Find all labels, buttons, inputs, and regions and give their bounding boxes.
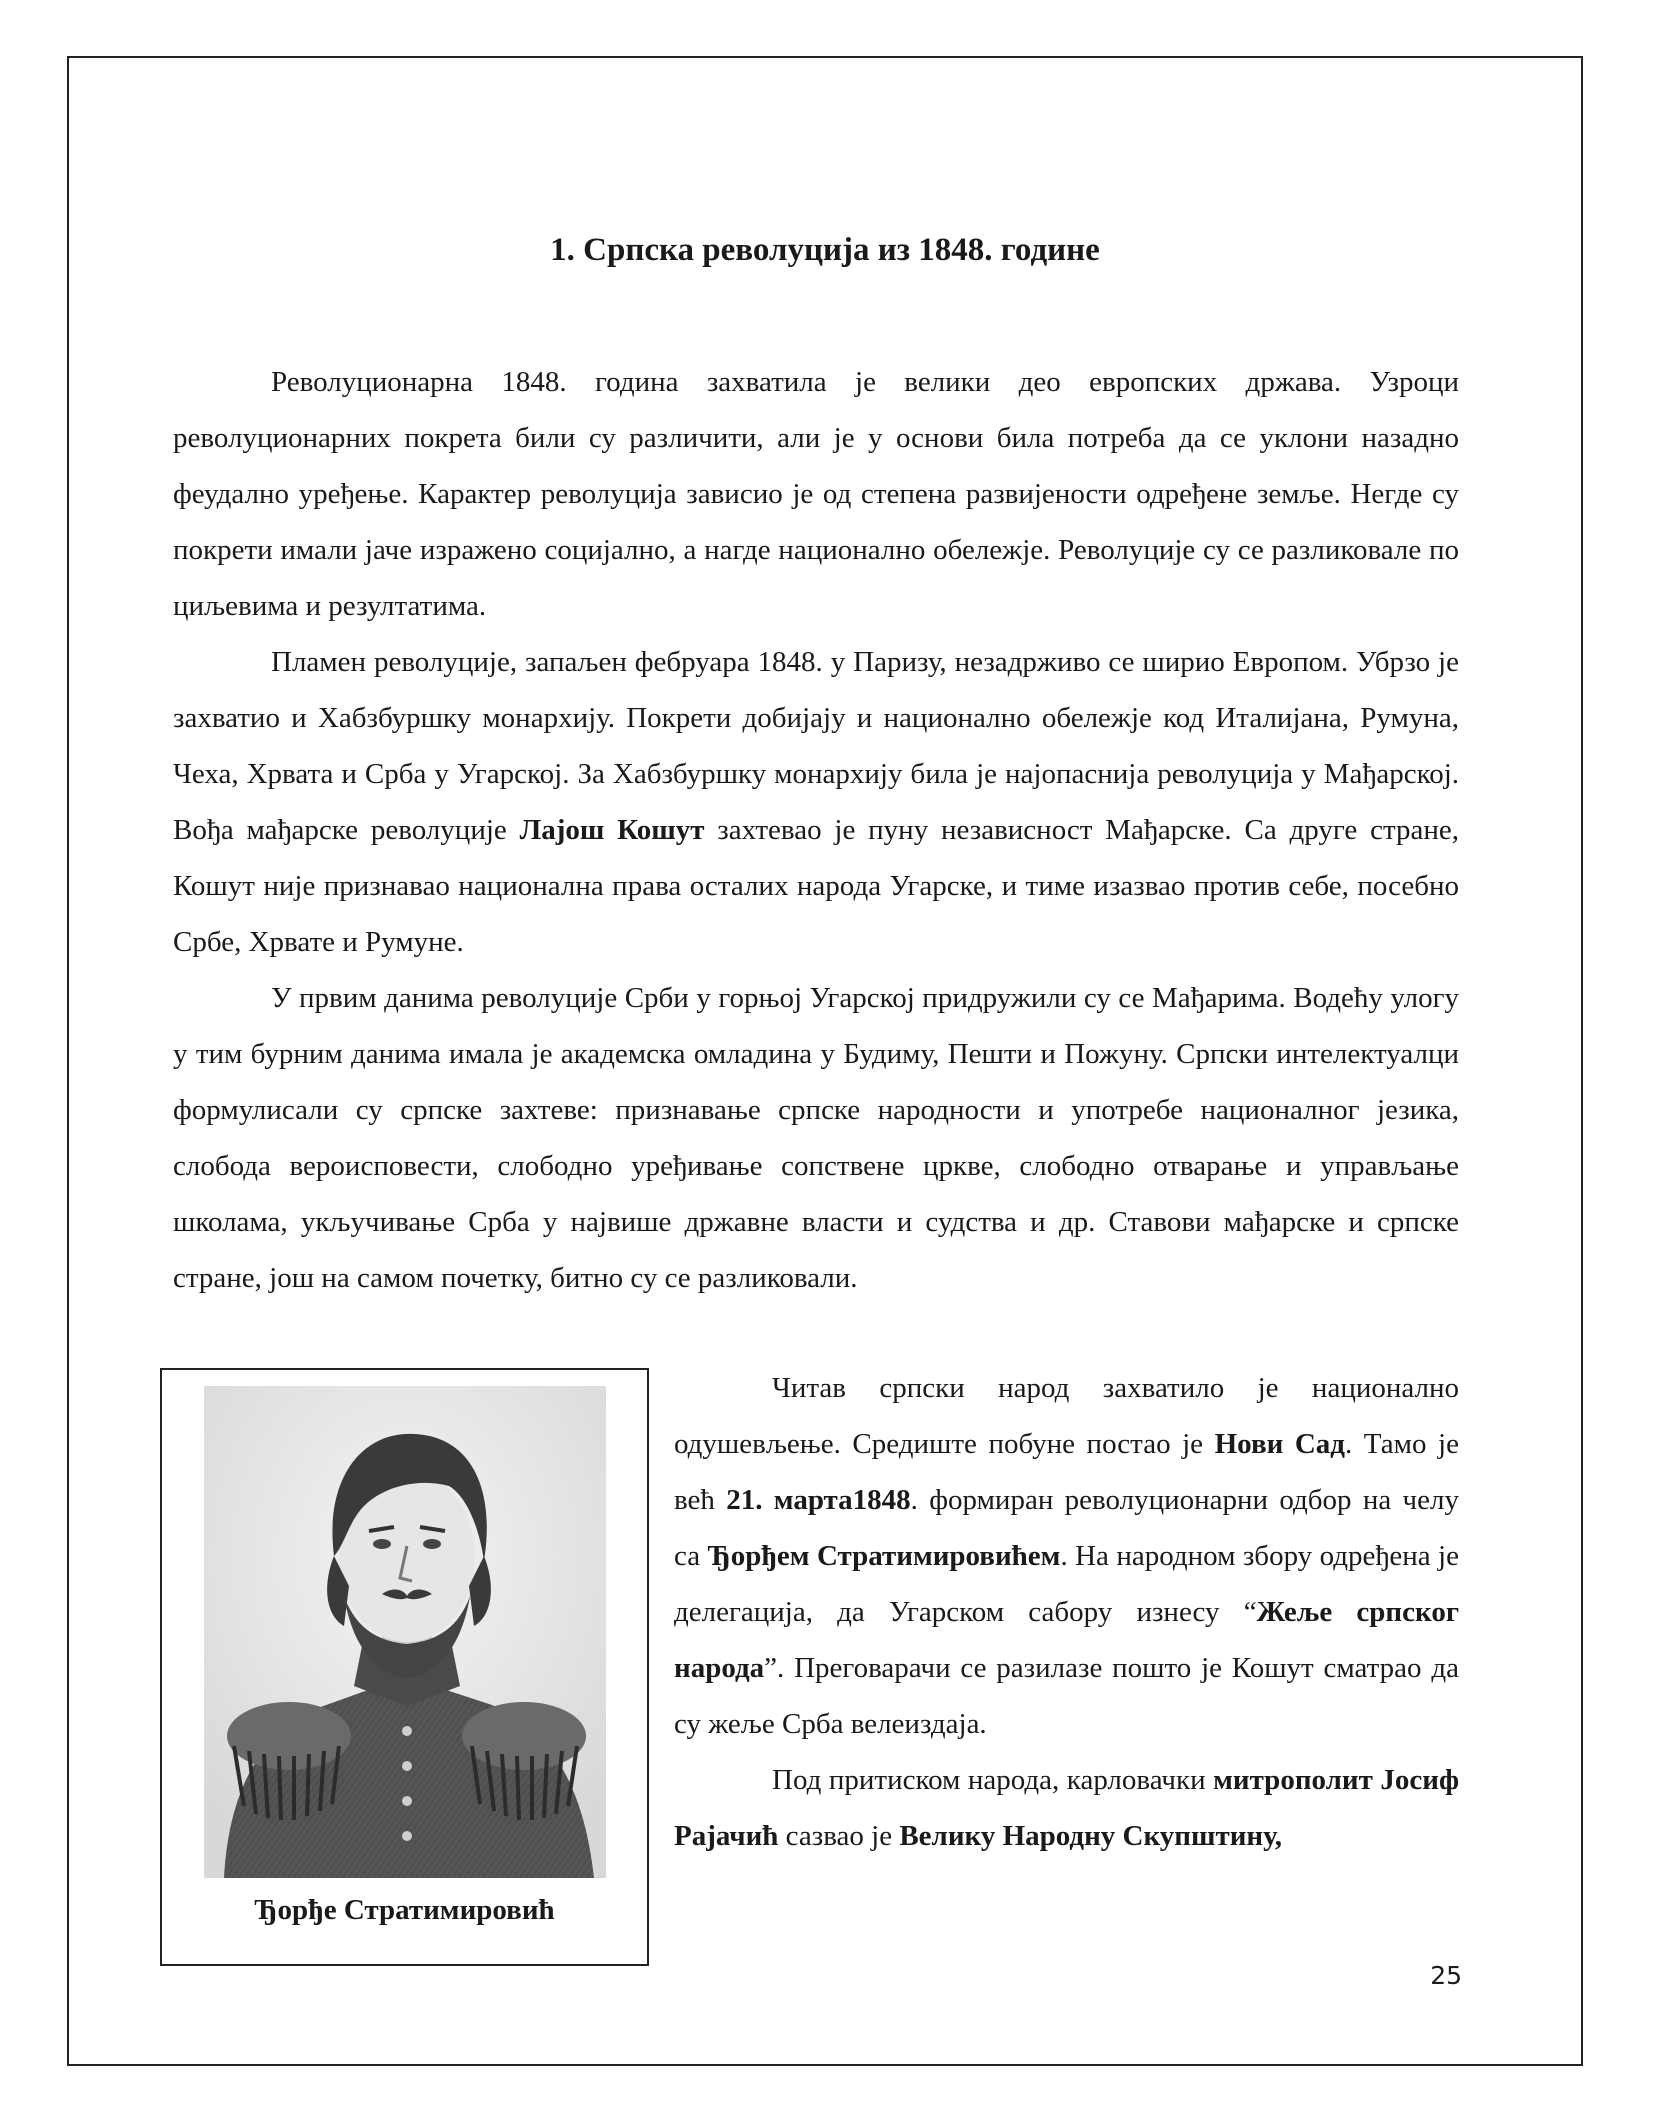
chapter-title: 1. Српска револуција из 1848. године	[550, 232, 1100, 268]
page-number: 25	[1430, 1961, 1462, 1990]
paragraph-4: Читав српски народ захватило је национално одушевљење. Средиште побуне постао је Нови Сад. Тамо је већ 21. марта1848. формиран револуционарни одбор на челу са Ђорђем Стратимировићем. На народном збору одређена је делегација, да Угарском сабору изнесу “Жеље српског народа”. Преговарачи се разилазе пошто је Кошут сматрао да су жеље Срба велеиздаја.	[674, 1372, 1459, 1740]
portrait-image	[204, 1386, 606, 1878]
portrait-figure	[160, 1368, 649, 1966]
side-text	[674, 1360, 1459, 1864]
portrait-engraving	[204, 1386, 606, 1878]
paragraph-1: Револуционарна 1848. година захватила је велики део европских држава. Узроци револуционарних покрета били су различити, али је у основи била потреба да се уклони назадно феудално уређење. Карактер револуција зависио је од степена развијености одређене земље. Негде су покрети имали јаче изражено социјално, а нагде национално обележје. Револуције су се разликовале по циљевима и резултатима.	[173, 366, 1459, 622]
main-text	[173, 354, 1459, 1306]
bold-term: Лајош Кошут	[519, 814, 705, 846]
portrait-caption: Ђорђе Стратимировић	[254, 1894, 555, 1926]
paragraph-2: Пламен револуције, запаљен фебруара 1848. у Паризу, незадрживо се ширио Европом. Убрзо је захватио и Хабзбуршку монархију. Покрети добијају и национално обележје код Италијана, Румуна, Чеха, Хрвата и Срба у Угарској. За Хабзбуршку монархију била је најопаснија револуција у Мађарској. Вођа мађарске револуције Лајош Кошут захтевао је пуну независност Мађарске. Са друге стране, Кошут није признавао национална права осталих народа Угарске, и тиме изазвао против себе, посебно Србе, Хрвате и Румуне.	[173, 646, 1459, 958]
paragraph-3: У првим данима револуције Срби у горњој Угарској придружили су се Мађарима. Водећу улогу у тим бурним данима имала је академска омладина у Будиму, Пешти и Пожуну. Српски интелектуалци формулисали су српске захтеве: признавање српске народности и употребе националног језика, слобода вероисповести, слободно уређивање сопствене цркве, слободно отварање и управљање школама, укључивање Срба у највише државне власти и судства и др. Ставови мађарске и српске стране, још на самом почетку, битно су се разликовали.	[173, 982, 1459, 1294]
paragraph-5: Под притиском народа, карловачки митрополит Јосиф Рајачић сазвао је Велику Народну Скупштину,	[674, 1764, 1460, 1852]
